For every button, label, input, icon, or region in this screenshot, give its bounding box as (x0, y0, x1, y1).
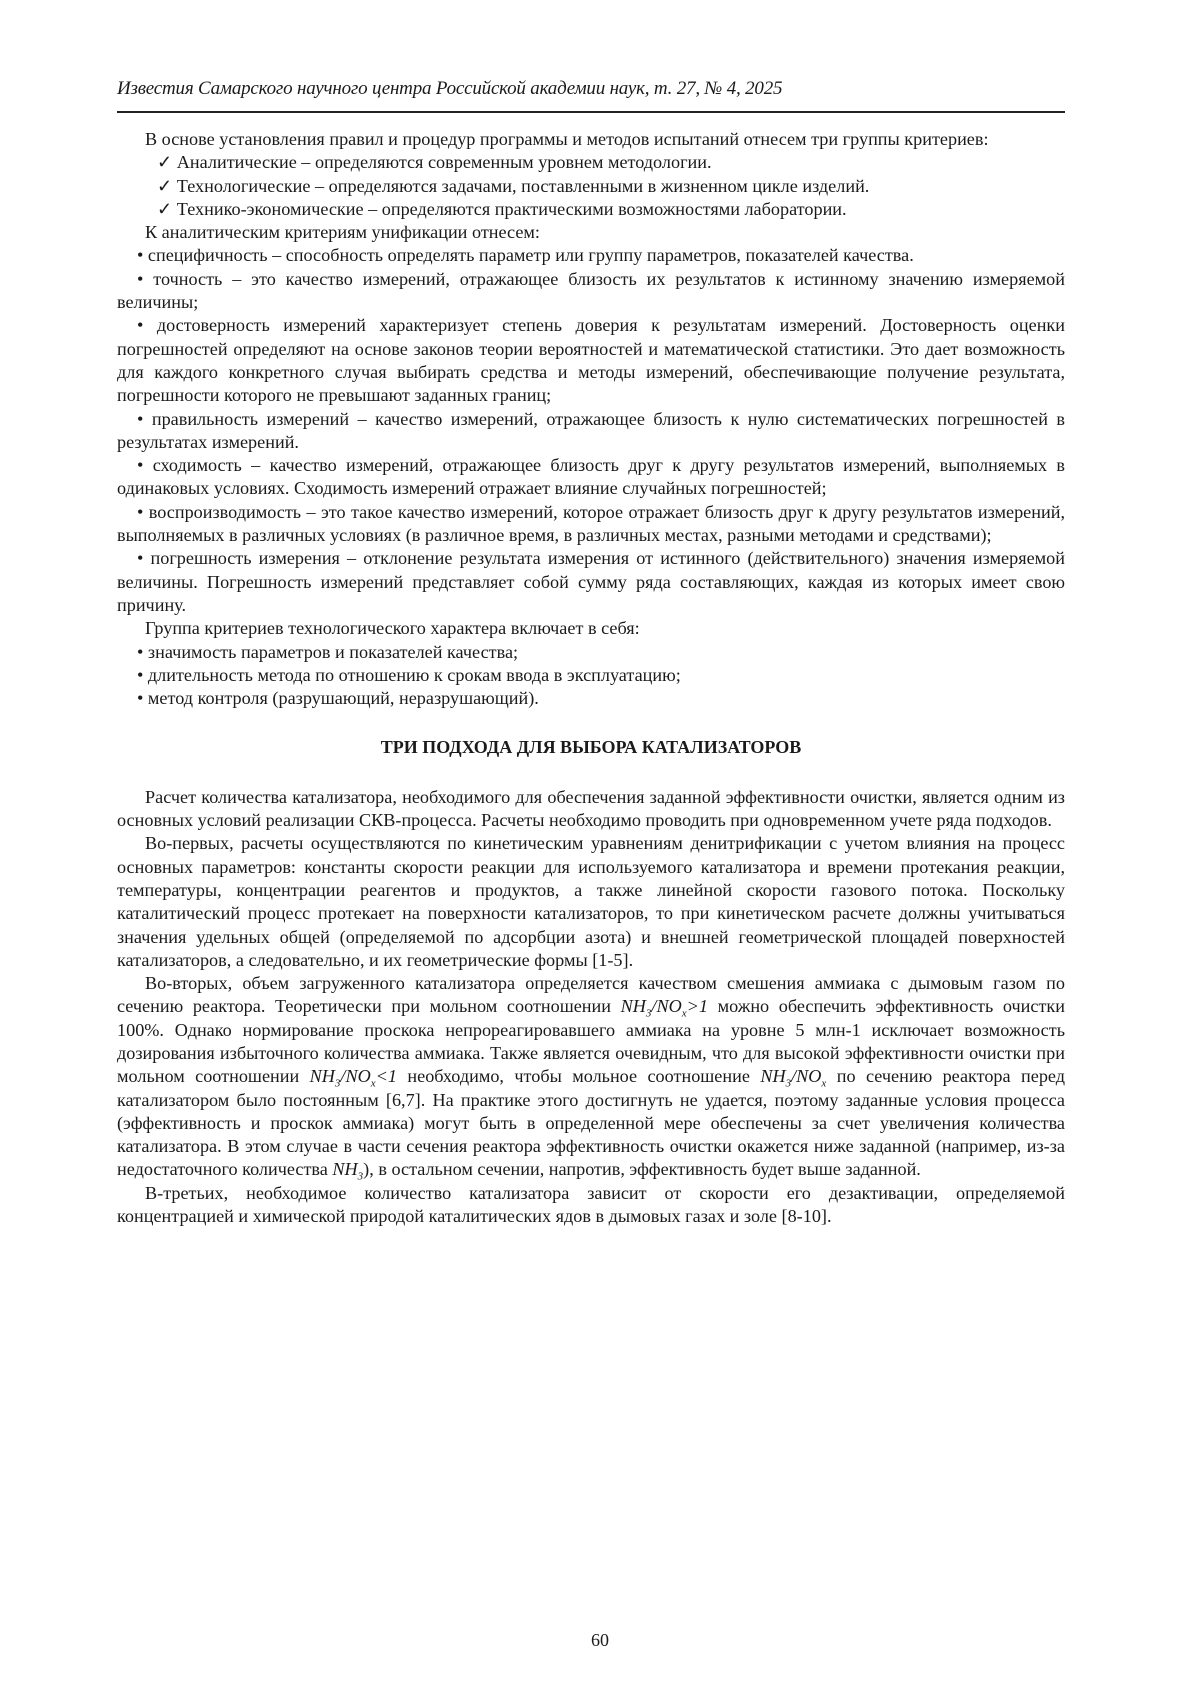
catalyst-section (117, 786, 1065, 1229)
checklist-item (117, 175, 1065, 198)
formula-text: NH (760, 1066, 785, 1086)
paragraph (117, 221, 1065, 244)
formula-text: 3 (335, 1078, 341, 1090)
text-run: Расчет количества катализатора, необходимого для обеспечения заданной эффективности очистки, является одним из основных условий реализации СКВ-процесса. Расчеты необходимо проводить при одновременном учете ряда подходов. (117, 787, 1065, 830)
header-rule (117, 111, 1065, 113)
text-run: • метод контроля (разрушающий, неразрушающий). (137, 688, 539, 708)
checklist-item (117, 151, 1065, 174)
formula-text: 3 (358, 1171, 364, 1183)
formula-text: NH (332, 1159, 357, 1179)
paragraph (117, 1182, 1065, 1229)
formula-text: x (682, 1008, 687, 1020)
bullet-item (117, 501, 1065, 548)
criteria-section (117, 128, 1065, 710)
formula-text: x (821, 1078, 826, 1090)
text-run: • специфичность – способность определять параметр или группу параметров, показателей качества. (137, 245, 914, 265)
checklist-item (117, 198, 1065, 221)
formula-text: <1 (376, 1066, 397, 1086)
formula-text: NH (310, 1066, 335, 1086)
text-run: ✓ Аналитические – определяются современным уровнем методологии. (157, 152, 712, 172)
bullet-item (117, 314, 1065, 407)
formula-text: 3 (646, 1008, 652, 1020)
text-run: • длительность метода по отношению к срокам ввода в эксплуатацию; (137, 665, 681, 685)
text-run: по сечению реактора перед катализатором было постоянным [6,7]. На практике этого достигнуть не удается, поэтому заданные условия процесса (эффективность и проскок аммиака) могут быть в определенной мере обеспечены за счет увеличения количества катализатора. В этом случае в части сечения реактора эффективность очистки окажется ниже заданной (например, из-за недостаточного количества (117, 1066, 1065, 1179)
journal-header: Известия Самарского научного центра Российской академии наук, т. 27, № 4, 2025 (117, 78, 782, 100)
paragraph (117, 617, 1065, 640)
page-number: 60 (0, 1630, 1200, 1651)
text-run: • правильность измерений – качество измерений, отражающее близость к нулю систематических погрешностей в результатах измерений. (117, 409, 1065, 452)
text-run: В-третьих, необходимое количество катализатора зависит от скорости его дезактивации, определяемой концентрацией и химической природой каталитических ядов в дымовых газах и золе [8-10]. (117, 1183, 1065, 1226)
text-run: Во-вторых, объем загруженного катализатора определяется качеством смешения аммиака с дымовым газом по сечению реактора. Теоретически при мольном соотношении (117, 973, 1065, 1016)
text-run: В основе установления правил и процедур программы и методов испытаний отнесем три группы критериев: (145, 129, 989, 149)
bullet-item (117, 268, 1065, 315)
paragraph (117, 786, 1065, 833)
formula-text: /NO (651, 996, 681, 1016)
formula-text: >1 (687, 996, 708, 1016)
bullet-item (117, 547, 1065, 617)
formula-text: NH (621, 996, 646, 1016)
page-body (117, 128, 1065, 1228)
formula-text: /NO (791, 1066, 821, 1086)
formula-text: x (371, 1078, 376, 1090)
formula-text: 3 (786, 1078, 792, 1090)
text-run: • сходимость – качество измерений, отражающее близость друг к другу результатов измерений, выполняемых в одинаковых условиях. Сходимость измерений отражает влияние случайных погрешностей; (117, 455, 1065, 498)
bullet-item (117, 687, 1065, 710)
bullet-item (117, 664, 1065, 687)
bullet-item (117, 641, 1065, 664)
text-run: Группа критериев технологического характера включает в себя: (145, 618, 640, 638)
text-run: • значимость параметров и показателей качества; (137, 642, 518, 662)
text-run: можно обеспечить эффективность очистки 100%. Однако нормирование проскока непрореагировавшего аммиака на уровне 5 млн-1 исключает возможность дозирования избыточного количества аммиака. Также является очевидным, что для высокой эффективности очистки при мольном соотношении (117, 996, 1065, 1086)
paragraph (117, 128, 1065, 151)
text-run: ✓ Технико-экономические – определяются практическими возможностями лаборатории. (157, 199, 847, 219)
text-run: К аналитическим критериям унификации отнесем: (145, 222, 540, 242)
text-run: ), в остальном сечении, напротив, эффективность будет выше заданной. (363, 1159, 921, 1179)
formula-text: /NO (340, 1066, 370, 1086)
text-run: • достоверность измерений характеризует степень доверия к результатам измерений. Достоверность оценки погрешностей определяют на основе законов теории вероятностей и математической статистики. Это дает возможность для каждого конкретного случая выбирать средства и методы измерений, обеспечивающие получение результата, погрешности которого не превышают заданных границ; (117, 315, 1065, 405)
text-run: Во-первых, расчеты осуществляются по кинетическим уравнениям денитрификации с учетом влияния на процесс основных параметров: константы скорости реакции для используемого катализатора и времени протекания реакции, температуры, концентрации реагентов и продуктов, а также линейной скорости газового потока. Поскольку каталитический процесс протекает на поверхности катализаторов, то при кинетическом расчете должны учитываться значения удельных общей (определяемой по адсорбции азота) и внешней геометрической площадей поверхностей катализаторов, а следовательно, и их геометрические формы [1-5]. (117, 833, 1065, 969)
paragraph (117, 832, 1065, 972)
text-run: ✓ Технологические – определяются задачами, поставленными в жизненном цикле изделий. (157, 176, 869, 196)
text-run: • точность – это качество измерений, отражающее близость их результатов к истинному значению измеряемой величины; (117, 269, 1065, 312)
paragraph (117, 972, 1065, 1182)
text-run: • воспроизводимость – это такое качество измерений, которое отражает близость друг к другу результатов измерений, выполняемых в различных условиях (в различное время, в различных местах, разными методами и средствами); (117, 502, 1065, 545)
bullet-item (117, 244, 1065, 267)
text-run: необходимо, чтобы мольное соотношение (397, 1066, 760, 1086)
section-heading: ТРИ ПОДХОДА ДЛЯ ВЫБОРА КАТАЛИЗАТОРОВ (117, 736, 1065, 759)
text-run: • погрешность измерения – отклонение результата измерения от истинного (действительного) значения измеряемой величины. Погрешность измерений представляет собой сумму ряда составляющих, каждая из которых имеет свою причину. (117, 548, 1065, 615)
bullet-item (117, 408, 1065, 455)
bullet-item (117, 454, 1065, 501)
